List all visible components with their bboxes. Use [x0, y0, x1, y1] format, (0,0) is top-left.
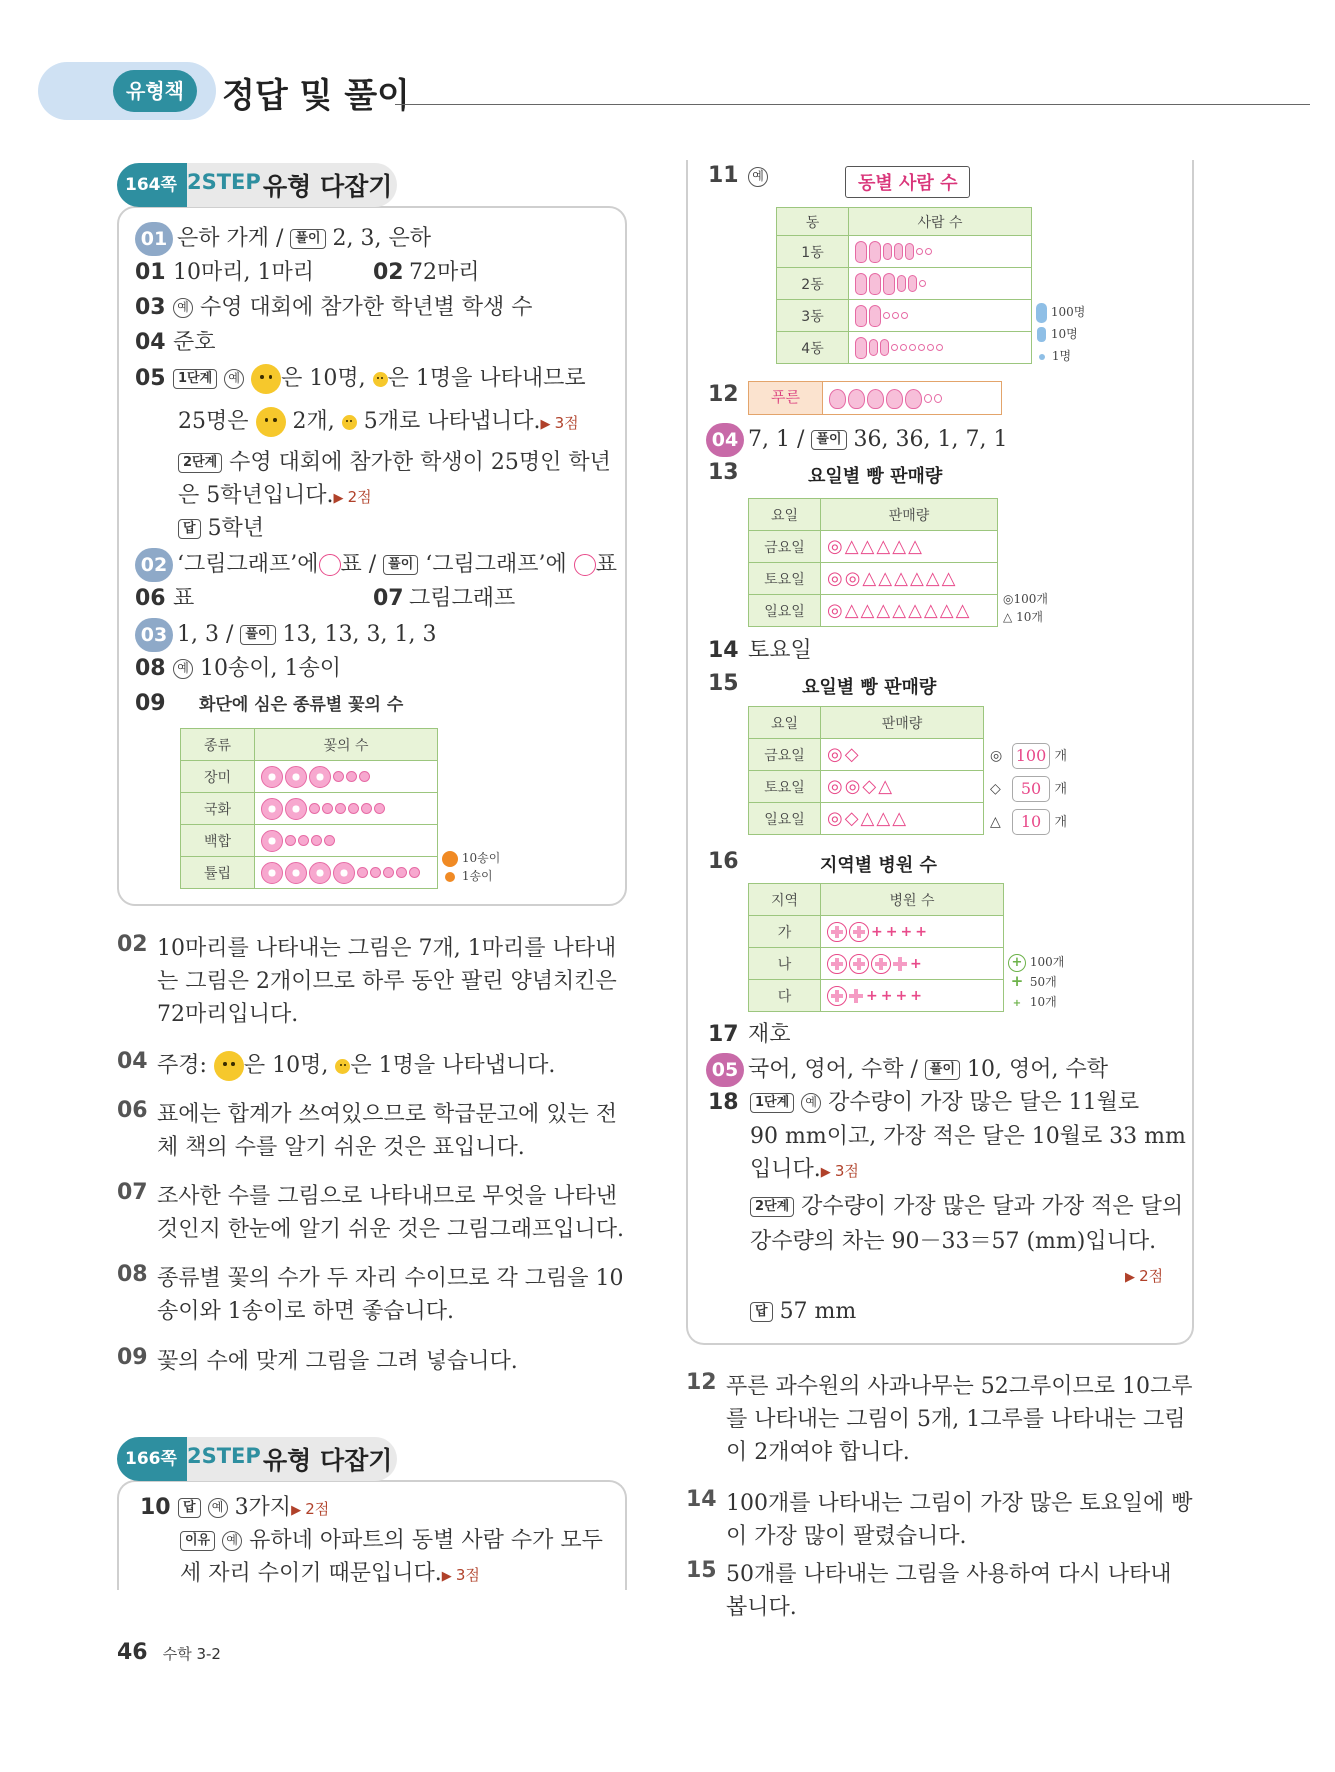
table-header: 종류	[181, 729, 255, 761]
explanation-07	[117, 1180, 627, 1246]
explanation-02	[117, 932, 627, 1031]
answer-row-08	[135, 654, 341, 684]
table-row-label: 3동	[777, 300, 849, 332]
explanation-text: 50개를 나타내는 그림을 사용하여 다시 나타내 봅니다.	[726, 1562, 1172, 1620]
answer-row-14	[708, 636, 812, 666]
legend-symbol: ◇	[990, 781, 1001, 797]
header-rule	[395, 104, 1310, 105]
circle-mark	[574, 554, 596, 576]
answer-row-18d	[750, 1192, 1183, 1222]
answer-text: 57 mm	[779, 1299, 857, 1324]
answer-text: 강수량이 가장 많은 달은 11월로	[828, 1090, 1140, 1115]
table-row-label: 4동	[777, 332, 849, 364]
q-number: 12	[708, 382, 739, 407]
answer-row-b02	[135, 548, 617, 582]
explanation-06	[117, 1098, 627, 1164]
table-header: 꽃의 수	[255, 729, 438, 761]
points-18	[1125, 1265, 1163, 1286]
table-row-label: 2동	[777, 268, 849, 300]
answer-row-09	[135, 689, 403, 720]
answer-row-10	[140, 1493, 329, 1523]
table-row-label: 푸른	[749, 382, 823, 414]
flower-large-icon	[442, 851, 458, 867]
q-number: 06	[135, 586, 166, 611]
q-number: 04	[117, 1049, 148, 1074]
step-label: 2STEP	[187, 1444, 261, 1468]
table-row-label: 국화	[181, 793, 255, 825]
table-header: 사람 수	[849, 208, 1032, 236]
answer-row-05	[135, 364, 586, 394]
pictograph-cell: +	[821, 948, 1004, 980]
answer-row-b03	[135, 618, 436, 652]
legend-unit: 개	[1054, 782, 1068, 797]
answer-row-17	[708, 1020, 791, 1050]
answer-text: 유하네 아파트의 동별 사람 수가 모두	[249, 1528, 603, 1553]
answer-text: 2개,	[292, 409, 335, 434]
legend-unit: 개	[1054, 815, 1068, 830]
answer-row-05c	[178, 448, 611, 478]
q-number: 09	[117, 1345, 148, 1370]
answer-label: 답	[750, 1302, 773, 1322]
step2-label: 2단계	[178, 453, 222, 473]
table-row-label: 토요일	[749, 771, 821, 803]
table-row-label: 다	[749, 980, 821, 1012]
pictograph-cell	[255, 793, 438, 825]
table-row-label: 금요일	[749, 531, 821, 563]
table-row-label: 금요일	[749, 739, 821, 771]
solution-label: 풀이	[240, 625, 275, 645]
chart-title: 요일별 빵 판매량	[802, 677, 937, 698]
section-heading-164	[187, 163, 397, 207]
pictograph-cell: ◎◇	[821, 739, 984, 771]
table-row-label: 백합	[181, 825, 255, 857]
answer-row-18f	[750, 1297, 856, 1327]
answer-text: 25명은	[178, 409, 249, 434]
explanation-r15	[686, 1558, 1194, 1624]
answer-text: 36, 36, 1, 7, 1	[853, 427, 1008, 452]
explanation-r14	[686, 1487, 1194, 1553]
pictograph-cell	[849, 332, 1032, 364]
section-title: 유형 다잡기	[263, 1446, 393, 1475]
type-badge: 05	[706, 1053, 744, 1087]
answer-row-b05	[706, 1053, 1108, 1087]
points-label: ▶ 2점	[1125, 1267, 1163, 1285]
legend-value: 50	[1012, 776, 1050, 802]
answer-row-10b	[180, 1526, 603, 1556]
table-row-label: 토요일	[749, 563, 821, 595]
answer-row-07	[373, 584, 515, 614]
table-header: 판매량	[821, 499, 998, 531]
answer-row-18	[708, 1088, 1139, 1118]
answer-text: 준호	[173, 330, 216, 355]
answer-text: 10, 영어, 수학	[967, 1057, 1108, 1082]
type-badge: 04	[706, 423, 744, 457]
q-number: 13	[708, 460, 739, 485]
explanation-text: 종류별 꽃의 수가 두 자리 수이므로 각 그림을 10송이와 1송이로 하면 좋습니다.	[157, 1266, 624, 1324]
explanation-text: 10마리를 나타내는 그림은 7개, 1마리를 나타내는 그림은 2개이므로 하루 동안 팔린 양념치킨은 72마리입니다.	[157, 936, 617, 1027]
legend-label: 10송이	[461, 851, 501, 865]
double-circle-icon: ◎	[1003, 592, 1014, 606]
q-number: 03	[135, 295, 166, 320]
answer-text: 세 자리 수이기 때문입니다.	[180, 1561, 442, 1586]
pictograph-cell: ◎◎◇△	[821, 771, 984, 803]
q-number: 12	[686, 1370, 717, 1395]
answer-row-05d	[178, 481, 372, 511]
legend-label: 100개	[1029, 955, 1065, 969]
chart-title-11: 동별 사람 수	[845, 166, 970, 198]
q-number: 05	[135, 366, 166, 391]
legend-label: 100개	[1013, 592, 1048, 606]
q-number: 15	[708, 671, 739, 696]
hospital-small-icon: +	[1012, 998, 1022, 1009]
bread-legend-15	[990, 740, 1067, 839]
pictograph-cell	[255, 857, 438, 889]
example-mark: 예	[173, 298, 193, 318]
chart-title: 화단에 심은 종류별 꽃의 수	[199, 695, 404, 715]
q-number: 14	[708, 638, 739, 663]
type-badge: 03	[135, 618, 173, 652]
answer-row-04	[135, 328, 216, 358]
page-title: 정답 및 풀이	[222, 76, 410, 116]
q-number: 17	[708, 1022, 739, 1047]
bread-pictograph-15	[748, 706, 984, 835]
answer-text: 은하 가게 /	[177, 226, 284, 251]
pictograph-cell	[255, 825, 438, 857]
legend-value: 10	[1012, 809, 1050, 835]
q-number: 04	[135, 330, 166, 355]
section-heading-166	[187, 1437, 397, 1481]
solution-label: 풀이	[925, 1060, 960, 1080]
table-header: 동	[777, 208, 849, 236]
people-legend	[1036, 301, 1085, 367]
q-number: 07	[373, 586, 404, 611]
answer-text: 표 /	[340, 552, 377, 577]
chart-title: 지역별 병원 수	[820, 855, 937, 876]
pictograph-cell	[849, 300, 1032, 332]
legend-label: 10명	[1050, 327, 1078, 341]
people-pictograph	[776, 207, 1032, 364]
q-number: 02	[373, 260, 404, 285]
answer-text: 수영 대회에 참가한 학생이 25명인 학년	[229, 450, 611, 475]
answer-text: 은 5학년입니다.	[178, 483, 334, 508]
q-number: 08	[117, 1262, 148, 1287]
smiley-1-icon	[373, 372, 388, 387]
tree-pictograph-row	[748, 381, 1002, 415]
example-mark: 예	[208, 1498, 228, 1518]
hospital-pictograph	[748, 883, 1004, 1012]
flower-small-icon	[445, 872, 455, 882]
hospital-medium-icon: +	[1010, 972, 1024, 990]
table-row-label: 1동	[777, 236, 849, 268]
smiley-1-icon	[342, 415, 357, 430]
example-mark: 예	[222, 1531, 242, 1551]
step1-label: 1단계	[173, 369, 217, 389]
solution-label: 풀이	[811, 430, 846, 450]
explanation-text: 표에는 합계가 쓰여있으므로 학급문고에 있는 전체 책의 수를 알기 쉬운 것은 표입니다.	[157, 1102, 618, 1160]
answer-row-05b	[178, 407, 579, 437]
section-tag-164: 164쪽	[117, 163, 187, 207]
q-number: 08	[135, 656, 166, 681]
explanation-09	[117, 1345, 627, 1378]
explanation-text: 100개를 나타내는 그림이 가장 많은 토요일에 빵이 가장 많이 팔렸습니다.	[726, 1491, 1193, 1549]
table-header: 지역	[749, 884, 821, 916]
legend-unit: 개	[1054, 749, 1068, 764]
answer-text: 1, 3 /	[177, 622, 234, 647]
bread-pictograph-13	[748, 498, 998, 627]
explanation-08	[117, 1262, 627, 1328]
answer-text: 72마리	[409, 260, 480, 285]
solution-label: 풀이	[383, 555, 418, 575]
answer-text: 90 mm이고, 가장 적은 달은 10월로 33 mm	[750, 1124, 1186, 1149]
answer-label: 답	[178, 1498, 201, 1518]
page-number: 46	[117, 1640, 148, 1665]
answer-text: 국어, 영어, 수학 /	[748, 1057, 918, 1082]
reason-label: 이유	[180, 1531, 215, 1551]
table-row-label: 가	[749, 916, 821, 948]
legend-label: 1송이	[461, 869, 493, 883]
answer-row-05e	[178, 514, 264, 544]
answer-text: 7, 1 /	[748, 427, 805, 452]
answer-row-01-02	[135, 258, 314, 288]
points-label: ▶ 2점	[291, 1500, 329, 1518]
legend-symbol: △	[990, 814, 1001, 830]
answer-text: 수영 대회에 참가한 학년별 학생 수	[200, 295, 533, 320]
answer-text: ‘그림그래프’에	[177, 552, 319, 577]
points-label: ▶ 3점	[541, 414, 579, 432]
answer-text: 토요일	[748, 638, 812, 663]
pictograph-cell	[849, 236, 1032, 268]
step-label: 2STEP	[187, 170, 261, 194]
example-mark: 예	[173, 659, 193, 679]
answer-row-b04	[706, 423, 1007, 457]
step2-label: 2단계	[750, 1197, 794, 1217]
legend-label: 10개	[1029, 995, 1057, 1009]
q-number: 02	[117, 932, 148, 957]
answer-label: 답	[178, 519, 201, 539]
explanation-text: 은 10명,	[243, 1053, 329, 1078]
legend-label: 1명	[1051, 349, 1072, 363]
answer-row-06	[135, 584, 194, 614]
answer-row-18c	[750, 1155, 859, 1185]
answer-text: 표	[173, 586, 195, 611]
bread-legend-13	[1003, 590, 1048, 626]
answer-text: 은 10명,	[281, 366, 366, 391]
q-number: 07	[117, 1180, 148, 1205]
person-medium-icon	[1037, 327, 1046, 342]
pictograph-cell	[823, 382, 944, 414]
legend-label: 10개	[1016, 610, 1043, 624]
q-number: 09	[135, 691, 166, 716]
triangle-icon: △	[1003, 610, 1013, 624]
answer-text: 은 1명을 나타내므로	[387, 366, 586, 391]
pictograph-cell: ◎◇△△△	[821, 803, 984, 835]
flower-pictograph	[180, 728, 438, 889]
legend-symbol: ◎	[990, 748, 1003, 764]
answer-row-10c	[180, 1559, 480, 1589]
explanation-text: 꽃의 수에 맞게 그림을 그려 넣습니다.	[157, 1349, 518, 1374]
answer-text: 표	[595, 552, 618, 577]
answer-text: 강수량의 차는 90－33＝57 (mm)입니다.	[750, 1229, 1157, 1254]
person-small-icon	[1039, 354, 1045, 360]
answer-text: 2, 3, 은하	[332, 226, 432, 251]
explanation-text: 주경:	[157, 1053, 207, 1078]
table-row-label: 일요일	[749, 595, 821, 627]
pictograph-cell: ◎△△△△△	[821, 531, 998, 563]
example-mark: 예	[801, 1093, 821, 1113]
q-number: 18	[708, 1090, 739, 1115]
pictograph-cell: ++++	[821, 980, 1004, 1012]
table-header: 병원 수	[821, 884, 1004, 916]
example-mark: 예	[748, 167, 768, 187]
hospital-large-icon: +	[1008, 954, 1026, 972]
q-number: 10	[140, 1495, 171, 1520]
answer-text: 10송이, 1송이	[200, 656, 341, 681]
smiley-10-icon	[251, 364, 281, 394]
type-badge: 01	[135, 222, 173, 256]
example-mark: 예	[224, 369, 244, 389]
points-label: ▶ 3점	[442, 1566, 480, 1584]
answer-row-01	[135, 222, 431, 256]
table-header: 요일	[749, 707, 821, 739]
section-tag-166: 166쪽	[117, 1437, 187, 1481]
legend-label: 100명	[1050, 305, 1086, 319]
table-row-label: 나	[749, 948, 821, 980]
book-type-badge: 유형책	[113, 70, 197, 112]
legend-label: 50개	[1029, 975, 1057, 989]
explanation-04	[117, 1049, 627, 1082]
chart-title: 요일별 빵 판매량	[808, 466, 943, 487]
answer-row-03	[135, 293, 533, 323]
points-label: ▶ 3점	[821, 1162, 859, 1180]
q-number: 06	[117, 1098, 148, 1123]
answer-text: 5개로 나타냅니다.	[363, 409, 541, 434]
table-header: 요일	[749, 499, 821, 531]
smiley-1-icon	[335, 1059, 350, 1074]
person-large-icon	[1036, 303, 1047, 323]
pictograph-cell	[255, 761, 438, 793]
table-row-label: 일요일	[749, 803, 821, 835]
pictograph-cell: ++++	[821, 916, 1004, 948]
explanation-text: 푸른 과수원의 사과나무는 52그루이므로 10그루를 나타내는 그림이 5개, 1그루를 나타내는 그림이 2개여야 합니다.	[726, 1374, 1193, 1465]
answer-text: 13, 13, 3, 1, 3	[282, 622, 437, 647]
smiley-10-icon	[256, 407, 286, 437]
page-footer	[117, 1640, 221, 1665]
section-title: 유형 다잡기	[263, 172, 393, 201]
answer-row-18e	[750, 1227, 1156, 1257]
table-header: 판매량	[821, 707, 984, 739]
flower-legend	[442, 849, 500, 885]
explanation-r12	[686, 1370, 1194, 1469]
table-row-label: 튤립	[181, 857, 255, 889]
type-badge: 02	[135, 548, 173, 582]
solution-label: 풀이	[290, 229, 325, 249]
answer-text: 입니다.	[750, 1157, 821, 1182]
q-number: 16	[708, 849, 739, 874]
pictograph-cell	[849, 268, 1032, 300]
explanation-text: 조사한 수를 그림으로 나타내므로 무엇을 나타낸 것인지 한눈에 알기 쉬운 것은 그림그래프입니다.	[157, 1184, 625, 1242]
answer-text: 5학년	[207, 516, 265, 541]
answer-text: 재호	[748, 1022, 791, 1047]
pictograph-cell: ◎△△△△△△△△	[821, 595, 998, 627]
circle-mark	[319, 554, 341, 576]
q-number: 01	[135, 260, 166, 285]
legend-value: 100	[1012, 743, 1050, 769]
answer-text: ‘그림그래프’에	[425, 552, 567, 577]
q-number: 14	[686, 1487, 717, 1512]
hospital-legend	[1008, 952, 1064, 1012]
book-name: 수학 3-2	[162, 1645, 221, 1663]
pictograph-cell: ◎◎△△△△△△	[821, 563, 998, 595]
smiley-10-icon	[214, 1051, 244, 1081]
answer-text: 그림그래프	[409, 586, 516, 611]
step1-label: 1단계	[750, 1093, 794, 1113]
answer-row-02	[373, 258, 480, 288]
answer-text: 강수량이 가장 많은 달과 가장 적은 달의	[801, 1194, 1184, 1219]
points-label: ▶ 2점	[334, 488, 372, 506]
explanation-text: 은 1명을 나타냅니다.	[350, 1053, 556, 1078]
answer-row-18b	[750, 1122, 1186, 1152]
answer-text: 10마리, 1마리	[173, 260, 314, 285]
q-number: 11	[708, 163, 739, 188]
q-number: 15	[686, 1558, 717, 1583]
answer-text: 3가지	[234, 1495, 292, 1520]
table-row-label: 장미	[181, 761, 255, 793]
